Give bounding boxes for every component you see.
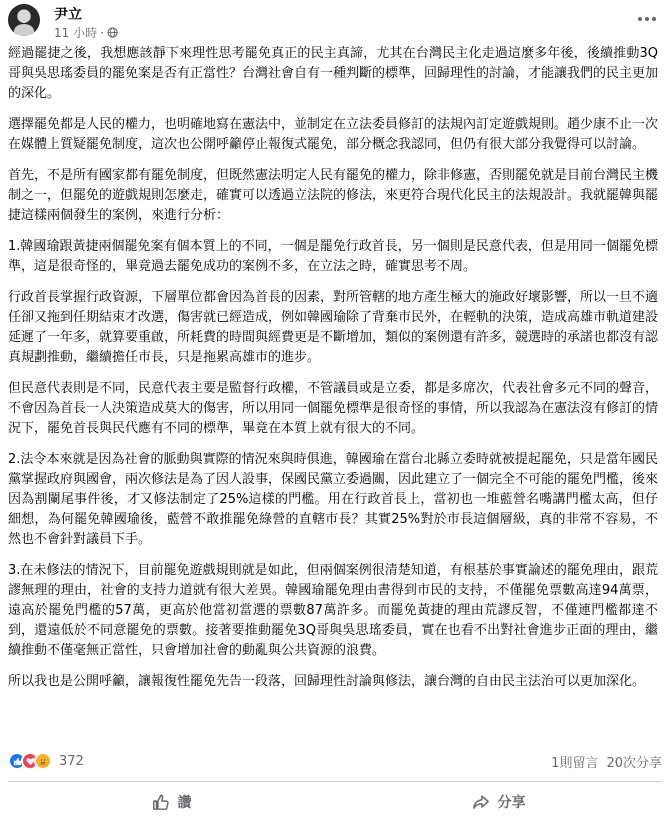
reaction-count[interactable]: 372 bbox=[59, 753, 84, 769]
post-paragraph: 2.法令本來就是因為社會的脈動與實際的情況來與時俱進，韓國瑜在當台北縣立委時就被提起罷免，只是當年國民黨掌握政府與國會，兩次修法是為了因人設事，保國民黨立委過關，因此建立了一個完全不可能的罷免門檻，後來因為割闌尾事件後，才又修法制定了25%這樣的門檻。用在行政首長上，當初也一堆藍營名嘴講門檻太高，但仔細想，為何罷免韓國瑜後，藍營不敢推罷免綠營的直轄市長？其實25%對於市長這個層級，真的非常不容易，不然也不會針對議員下手。 bbox=[8, 452, 659, 547]
like-button[interactable] bbox=[8, 784, 335, 820]
comment-count[interactable]: 1則留言 bbox=[551, 755, 599, 771]
engagement-stats bbox=[551, 752, 662, 771]
reactions-bar bbox=[8, 750, 662, 772]
more-options-button[interactable] bbox=[634, 10, 660, 28]
action-bar bbox=[8, 784, 662, 820]
post-paragraph: 經過罷捷之後，我想應該靜下來理性思考罷免真正的民主真諦，尤其在台灣民主化走過這麼多年後，後續推動3Q哥與吳思瑤委員的罷免案是否有正當性？台灣社會自有一種判斷的標準，回歸理性的討論，才能讓我們的民主更加的深化。 bbox=[8, 46, 659, 101]
more-dot-icon bbox=[645, 17, 649, 21]
post-time[interactable]: 11 小時 bbox=[54, 26, 98, 40]
share-count[interactable]: 20次分享 bbox=[606, 755, 662, 771]
author-name[interactable]: 尹立 bbox=[54, 7, 82, 23]
post-paragraph: 但民意代表則是不同，民意代表主要是監督行政權，不管議員或是立委，都是多席次，代表社會多元不同的聲音，不會因為首長一人決策造成莫大的傷害，所以用同一個罷免標準是很奇怪的事情，所以我認為在憲法沒有修訂的情況下，罷免首長與民代應有不同的標準，畢竟在本質上就有很大的不同。 bbox=[8, 381, 659, 436]
post-paragraph: 所以我也是公開呼籲，讓報復性罷免先告一段落，回歸理性討論與修法，讓台灣的自由民主法治可以更加深化。 bbox=[8, 674, 646, 689]
share-button[interactable] bbox=[335, 784, 662, 820]
divider bbox=[8, 781, 662, 782]
share-label: 分享 bbox=[497, 795, 526, 811]
like-label: 讚 bbox=[177, 795, 192, 811]
more-dot-icon bbox=[638, 17, 642, 21]
post-paragraph: 3.在未修法的情況下，目前罷免遊戲規則就是如此，但兩個案例很清楚知道，有根基於事實論述的罷免理由，跟荒謬無理的理由，社會的支持力道就有很大差異。韓國瑜罷免理由書得到市民的支持，不僅罷免票數高達94萬票，遠高於罷免門檻的57萬，更高於他當初當選的票數87萬許多。而罷免黃捷的理由荒謬反智，不僅連門檻都達不到，還遠低於不同意罷免的票數。接著要推動罷免3Q哥與吳思瑤委員，實在也看不出對社會進步正面的理由，繼續推動不僅毫無正當性，只會增加社會的動亂與公共資源的浪費。 bbox=[8, 563, 658, 658]
post-meta bbox=[54, 24, 118, 41]
avatar[interactable] bbox=[8, 4, 40, 36]
share-arrow-icon bbox=[472, 793, 490, 811]
thumbs-up-icon bbox=[152, 793, 170, 811]
more-dot-icon bbox=[652, 17, 656, 21]
globe-icon bbox=[107, 27, 118, 38]
post-paragraph: 首先，不是所有國家都有罷免制度，但既然憲法明定人民有罷免的權力，除非修憲，否則罷免就是目前台灣民主機制之一，但罷免的遊戲規則怎麼走，確實可以透過立法院的修法，來更符合現代化民主的法規設計。我就罷韓與罷捷這樣兩個發生的案例，來進行分析： bbox=[8, 168, 659, 223]
post-paragraph: 選擇罷免都是人民的權力，也明確地寫在憲法中，並制定在立法委員修訂的法規內訂定遊戲規則。趙少康不止一次在媒體上質疑罷免制度，這次也公開呼籲停止報復式罷免，部分概念我認同，但仍有很大部分我覺得可以討論。 bbox=[8, 117, 659, 152]
reaction-icons[interactable] bbox=[8, 752, 47, 770]
post-body bbox=[8, 44, 658, 703]
post-header bbox=[0, 0, 670, 42]
care-icon bbox=[34, 752, 52, 770]
post-paragraph: 1.韓國瑜跟黃捷兩個罷免案有個本質上的不同，一個是罷免行政首長，另一個則是民意代表，但是用同一個罷免標準，這是很奇怪的，畢竟過去罷免成功的案例不多，在立法之時，確實思考不周。 bbox=[8, 239, 658, 274]
meta-separator: · bbox=[100, 25, 104, 40]
post-paragraph: 行政首長掌握行政資源，下層單位都會因為首長的因素，對所管轄的地方產生極大的施政好壞影響，所以一旦不適任卻又拖到任期結束才改選，傷害就已經造成，例如韓國瑜除了背棄市民外，在輕軌的決策，造成高雄市軌道建設延遲了一年多，就算要重啟，所耗費的時間與經費更是不斷增加，類似的案例還有許多，競選時的承諾也都沒有認真規劃推動，繼續擔任市長，只是拖累高雄市的進步。 bbox=[8, 290, 659, 365]
